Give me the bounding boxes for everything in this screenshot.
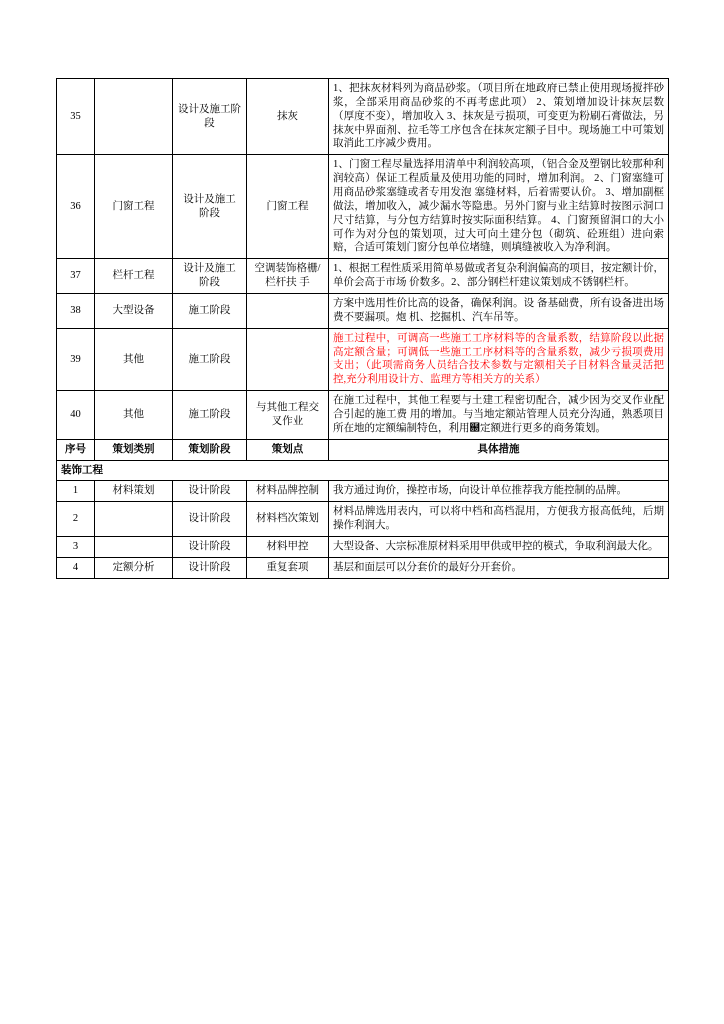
desc-text: 施工过程中，可调高一些施工工序材料等的含量系数，结算阶段以此据高定额含量；可调低一些施工工序材料等的含量系数，减少亏损项费用支出；（此项需商务人员结合技术参数与定额相关子目材料含量灵活把控,充分利用设计方、监理方等相关方的关系） [333,332,664,386]
cell-seq: 37 [57,259,95,294]
cell-seq: 39 [57,328,95,390]
cell-seq: 3 [57,537,95,558]
cell-desc [329,328,669,390]
header-category: 策划类别 [95,439,173,460]
cell-category: 材料策划 [95,481,173,502]
cell-category: 其他 [95,328,173,390]
cell-point: 材料甲控 [247,537,329,558]
table-row [57,259,669,294]
section-title: 装饰工程 [57,460,669,481]
desc-text: 1、门窗工程尽量选择用清单中利润较高项，（铝合金及塑钢比较那种利润较高）保证工程质量及使用功能的同时，增加利润。 2、门窗塞缝可用商品砂浆塞缝或者专用发泡 塞缝材料，后着需要认价。 3、增加副框做法，增加收入，减少漏水等隐患。另外门窗与业主结算时按图示洞口尺寸结算，与分包方结算时按实际面积结算。 4、门窗预留洞口的大小可作为对分包的策划项，过大可向土建分包（砌筑、砼班组）进向索赔，合适可策划门窗分包单位堵缝，则填缝被收入为净利润。 [333,159,664,254]
cell-desc [329,481,669,502]
cell-seq: 38 [57,294,95,329]
planning-measures-table [56,78,669,579]
cell-desc [329,79,669,155]
header-stage: 策划阶段 [173,439,247,460]
cell-point: 重复套项 [247,557,329,578]
desc-text: 在施工过程中，其他工程要与土建工程密切配合，减少因为交叉作业配合引起的施工费 用的增加。与当地定额站管理人员充分沟通，熟悉项目所在地的定额编制特色，利用฀定额进行更多的商务策划。 [333,395,664,434]
cell-stage: 施工阶段 [173,328,247,390]
cell-stage: 施工阶段 [173,391,247,440]
table-header-row [57,439,669,460]
header-seq: 序号 [57,439,95,460]
cell-desc [329,155,669,259]
cell-seq: 2 [57,502,95,537]
cell-seq: 40 [57,391,95,440]
cell-point: 门窗工程 [247,155,329,259]
cell-seq: 36 [57,155,95,259]
desc-text: 1、根据工程性质采用简单易做或者复杂利润偏高的项目，按定额计价，单价会高于市场 价数多。2、部分钢栏杆建议策划成不锈钢栏杆。 [333,263,664,289]
cell-stage: 设计阶段 [173,557,247,578]
cell-point: 抹灰 [247,79,329,155]
table-row [57,328,669,390]
cell-stage: 设计及施工阶段 [173,79,247,155]
cell-category [95,502,173,537]
table-row [57,155,669,259]
table-row [57,79,669,155]
header-desc: 具体措施 [329,439,669,460]
cell-category: 门窗工程 [95,155,173,259]
desc-text: 1、把抹灰材料列为商品砂浆。（项目所在地政府已禁止使用现场搅拌砂浆，全部采用商品砂浆的不再考虑此项） 2、策划增加设计抹灰层数（厚度不变），增加收入 3、抹灰是亏损项，可变更为粉刷石膏做法，另抹灰中界面剂、拉毛等工序包含在抹灰定额子目中。现场施工中可策划取消此工序减少费用。 [333,83,664,150]
cell-category: 其他 [95,391,173,440]
desc-text: 方案中选用性价比高的设备，确保利润。设 备基础费，所有设备进出场费不要漏项。炮 机、挖掘机、汽车吊等。 [333,298,664,323]
desc-text: 基层和面层可以分套价的最好分开套价。 [333,561,522,573]
header-point: 策划点 [247,439,329,460]
cell-seq: 1 [57,481,95,502]
table-row [57,537,669,558]
cell-category: 大型设备 [95,294,173,329]
cell-category: 栏杆工程 [95,259,173,294]
table-row [57,391,669,440]
cell-category: 定额分析 [95,557,173,578]
cell-desc [329,557,669,578]
table-row [57,481,669,502]
cell-point [247,328,329,390]
section-title-row [57,460,669,481]
table-row [57,557,669,578]
desc-text: 我方通过询价，操控市场，向设计单位推荐我方能控制的品牌。 [333,485,627,497]
cell-desc [329,502,669,537]
desc-text: 材料品牌选用表内，可以将中档和高档混用，方便我方报高低纯，后期操作利润大。 [333,506,664,532]
cell-desc [329,391,669,440]
cell-seq: 35 [57,79,95,155]
cell-point: 与其他工程交叉作业 [247,391,329,440]
cell-point: 材料品牌控制 [247,481,329,502]
cell-point: 材料档次策划 [247,502,329,537]
cell-stage: 设计阶段 [173,481,247,502]
cell-category [95,537,173,558]
cell-desc [329,537,669,558]
cell-desc [329,259,669,294]
cell-stage: 施工阶段 [173,294,247,329]
cell-seq: 4 [57,557,95,578]
cell-category [95,79,173,155]
cell-stage: 设计及施工 阶段 [173,259,247,294]
table-row [57,502,669,537]
cell-stage: 设计阶段 [173,537,247,558]
cell-point: 空调装饰格栅/栏杆扶 手 [247,259,329,294]
cell-point [247,294,329,329]
desc-text: 大型设备、大宗标准原材料采用甲供或甲控的模式，争取利润最大化。 [333,541,659,553]
table-row [57,294,669,329]
cell-stage: 设计及施工 阶段 [173,155,247,259]
table-top-body [57,79,669,579]
cell-stage: 设计阶段 [173,502,247,537]
cell-desc [329,294,669,329]
